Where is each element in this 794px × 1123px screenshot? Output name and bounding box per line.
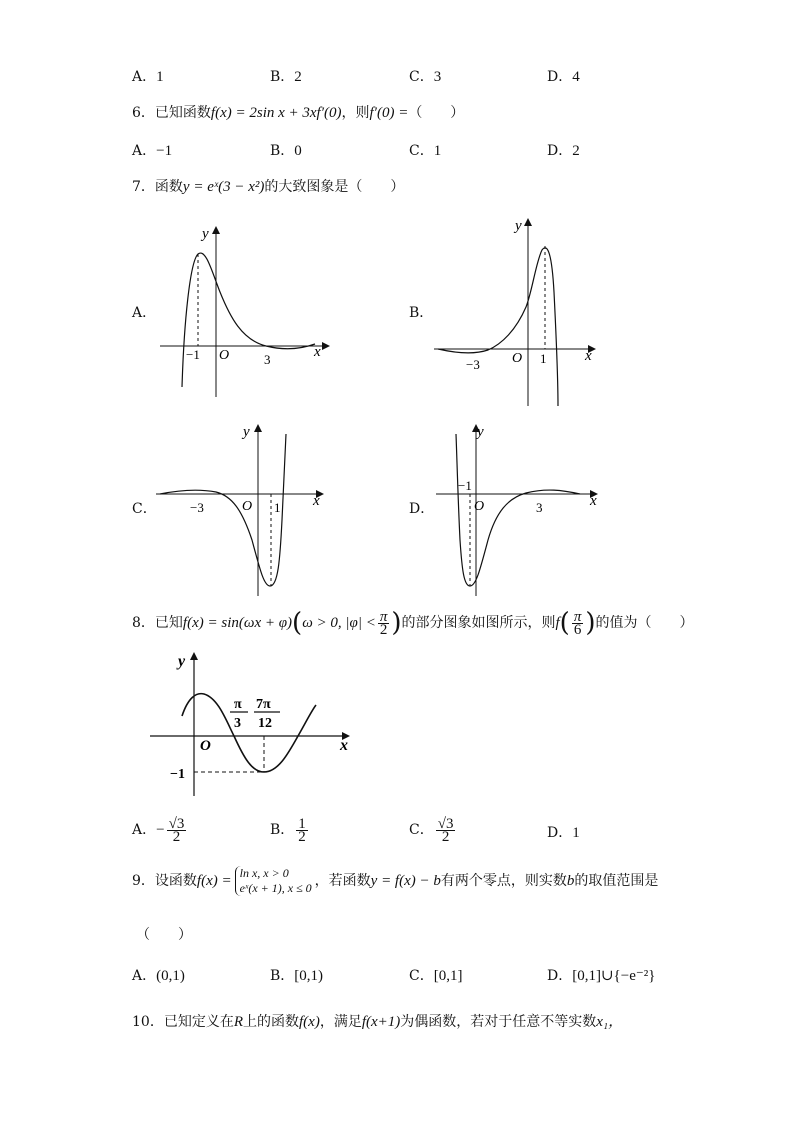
q9-option-c[interactable]: C．[0,1] xyxy=(409,968,463,984)
q6-stem: 6．已知函数f(x) = 2sin x + 3xf′(0)，则f′(0) =（ ） xyxy=(132,105,465,121)
y-label: y xyxy=(243,424,250,440)
q7-option-d[interactable]: D． xyxy=(409,501,435,517)
q7-stem: 7．函数y = eˣ(3 − x²)的大致图象是（ ） xyxy=(132,179,405,195)
tick-label: −1 xyxy=(458,478,472,493)
q9-stem: 9．设函数f(x) = ln x, x > 0 eˣ(x + 1), x ≤ 0 ，若函数y = f(x) − b有两个零点，则实数b的取值范围是 xyxy=(132,866,659,895)
q8-graph xyxy=(148,650,368,800)
q5-option-c[interactable]: C．3 xyxy=(409,69,442,85)
q8-option-b[interactable]: B． $\frac{1}{2}$ xyxy=(270,815,306,845)
q9-option-b[interactable]: B．[0,1) xyxy=(270,968,324,984)
x-label: x xyxy=(313,493,320,509)
q7-graph-b xyxy=(430,212,610,412)
x-axis-arrow xyxy=(322,342,330,350)
q10-stem: 10．已知定义在R上的函数f(x)，满足f(x+1)为偶函数，若对于任意不等实数x₁， xyxy=(132,1014,624,1030)
q9-option-d[interactable]: D．[0,1]∪{−e⁻²} xyxy=(547,968,656,984)
tick-label: 3 xyxy=(264,352,271,367)
y-axis-arrow xyxy=(254,424,262,432)
tick-label: 1 xyxy=(274,500,281,515)
q6-option-c[interactable]: C．1 xyxy=(409,143,442,159)
tick-label: −3 xyxy=(466,357,480,372)
tick-label: 1 xyxy=(540,351,547,366)
tick-label: −1 xyxy=(186,347,200,362)
origin-label: O xyxy=(512,351,523,366)
tick-label: −1 xyxy=(170,767,185,782)
x-label: x xyxy=(590,493,597,509)
x-label: x xyxy=(585,348,592,364)
q8-option-c[interactable]: C． $\frac{√3}{2}$ xyxy=(409,815,454,845)
origin-label: O xyxy=(200,738,211,754)
q8-option-d[interactable]: D．1 xyxy=(547,825,580,841)
q5-option-a[interactable]: A．1 xyxy=(132,69,164,85)
tick-label-denominator: 12 xyxy=(258,716,272,731)
x-label: x xyxy=(340,737,348,754)
piecewise-brace: ln x, x > 0 eˣ(x + 1), x ≤ 0 xyxy=(235,866,312,896)
y-label: y xyxy=(515,218,522,234)
origin-label: O xyxy=(219,348,230,363)
y-label: y xyxy=(477,424,484,440)
y-axis-arrow xyxy=(190,652,198,660)
q6-option-b[interactable]: B．0 xyxy=(270,143,302,159)
q6-option-a[interactable]: A．−1 xyxy=(132,143,173,159)
q8-stem: 8．已知f(x) = sin(ωx + φ)(ω > 0, |φ| < $\frac{\pi}{2}$ )的部分图象如图所示，则f( $\frac{\pi}{6}$ )的值为（ ） xyxy=(132,608,694,638)
q7-option-b[interactable]: B． xyxy=(409,305,434,321)
tick-label: −3 xyxy=(190,500,204,515)
q7-option-a[interactable]: A． xyxy=(132,305,157,321)
tick-label-denominator: 3 xyxy=(234,716,241,731)
q7-graph-d xyxy=(430,420,610,600)
q7-option-c[interactable]: C． xyxy=(132,501,157,517)
curve xyxy=(182,694,316,772)
y-label: y xyxy=(202,226,209,242)
y-axis-arrow xyxy=(524,218,532,226)
y-label: y xyxy=(178,653,186,670)
q7-graph-c xyxy=(150,420,340,600)
curve xyxy=(182,253,315,387)
q9-option-a[interactable]: A．(0,1) xyxy=(132,968,185,984)
q7-graph-a xyxy=(150,222,340,402)
tick-label: 3 xyxy=(536,500,543,515)
curve xyxy=(438,248,558,406)
curve xyxy=(160,434,286,586)
q8-option-a[interactable]: A．− $\frac{√3}{2}$ xyxy=(132,815,185,845)
tick-label-numerator: π xyxy=(234,697,242,712)
q5-option-d[interactable]: D．4 xyxy=(547,69,580,85)
q5-option-b[interactable]: B．2 xyxy=(270,69,302,85)
tick-label-numerator: 7π xyxy=(256,697,271,712)
origin-label: O xyxy=(242,499,253,514)
x-label: x xyxy=(314,344,321,360)
origin-label: O xyxy=(474,499,485,514)
q6-option-d[interactable]: D．2 xyxy=(547,143,580,159)
q9-answer-blank: （ ） xyxy=(136,927,192,943)
y-axis-arrow xyxy=(212,226,220,234)
